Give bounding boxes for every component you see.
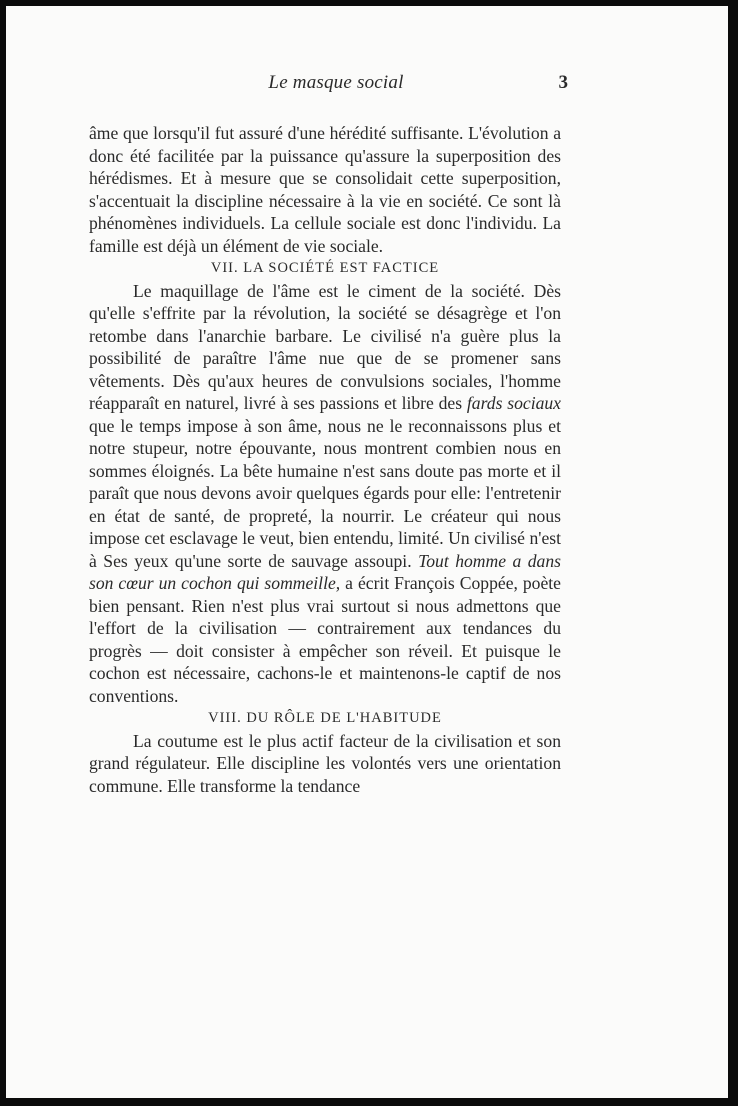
paragraph-part-2: que le temps impose à son âme, nous ne le reconnaissons plus et notre stupeur, notre épouvante, nous montrent combien nous en sommes éloignés. La bête humaine n'est sans doute pas morte et il paraît que nous devons avoir quelques égards pour elle: l'entretenir en état de santé, de propreté, la nourrir. Le créateur qui nous impose cet esclavage le veut, bien entendu, limité. Un civilisé n'est à Ses yeux qu'une sorte de sauvage assoupi. [89, 415, 561, 571]
body-text [89, 122, 561, 797]
page-header [6, 72, 728, 102]
italic-quote: Tout homme a dans son cœur un cochon qui sommeille, [89, 550, 562, 593]
page-number: 3 [558, 72, 568, 93]
paragraph-part-1: Le maquillage de l'âme est le ciment de la société. Dès qu'elle s'effrite par la révolution, la société se désagrège et l'on retombe dans l'anarchie barbare. Le civilisé n'a guère plus la possibilité de paraître l'âme nue que de se promener sans vêtements. Dès qu'aux heures de convulsions sociales, l'homme réapparaît en naturel, livré à ses passions et libre des [89, 280, 561, 413]
italic-fards-sociaux: fards sociaux [466, 393, 561, 413]
paragraph-habitude: La coutume est le plus actif facteur de la civilisation et son grand régulateur. Elle discipline les volontés vers une orientation commune. Elle transforme la tendance [89, 730, 561, 796]
section-heading-vii: VII. LA SOCIÉTÉ EST FACTICE [210, 260, 440, 276]
paragraph-societe-factice [89, 280, 561, 708]
intro-paragraph: âme que lorsqu'il fut assuré d'une hérédité suffisante. L'évolution a donc été facilitée par la puissance qu'assure la superposition des hérédismes. Et à mesure que se consolidait cette superposition, s'accentuait la discipline nécessaire à la vie en société. Ce sont là phénomènes individuels. La cellule sociale est donc l'individu. La famille est déjà un élément de vie sociale. [89, 123, 561, 256]
book-page [6, 6, 728, 1098]
running-title: Le masque social [268, 72, 404, 93]
section-heading-viii: VIII. DU RÔLE DE L'HABITUDE [208, 710, 442, 726]
paragraph-part-3: a écrit François Coppée, poète bien pensant. Rien n'est plus vrai surtout si nous admettons que l'effort de la civilisation — contrairement aux tendances du progrès — doit consister à empêcher son réveil. Et puisque le cochon est nécessaire, cachons-le et maintenons-le captif de nos conventions. [89, 573, 561, 706]
